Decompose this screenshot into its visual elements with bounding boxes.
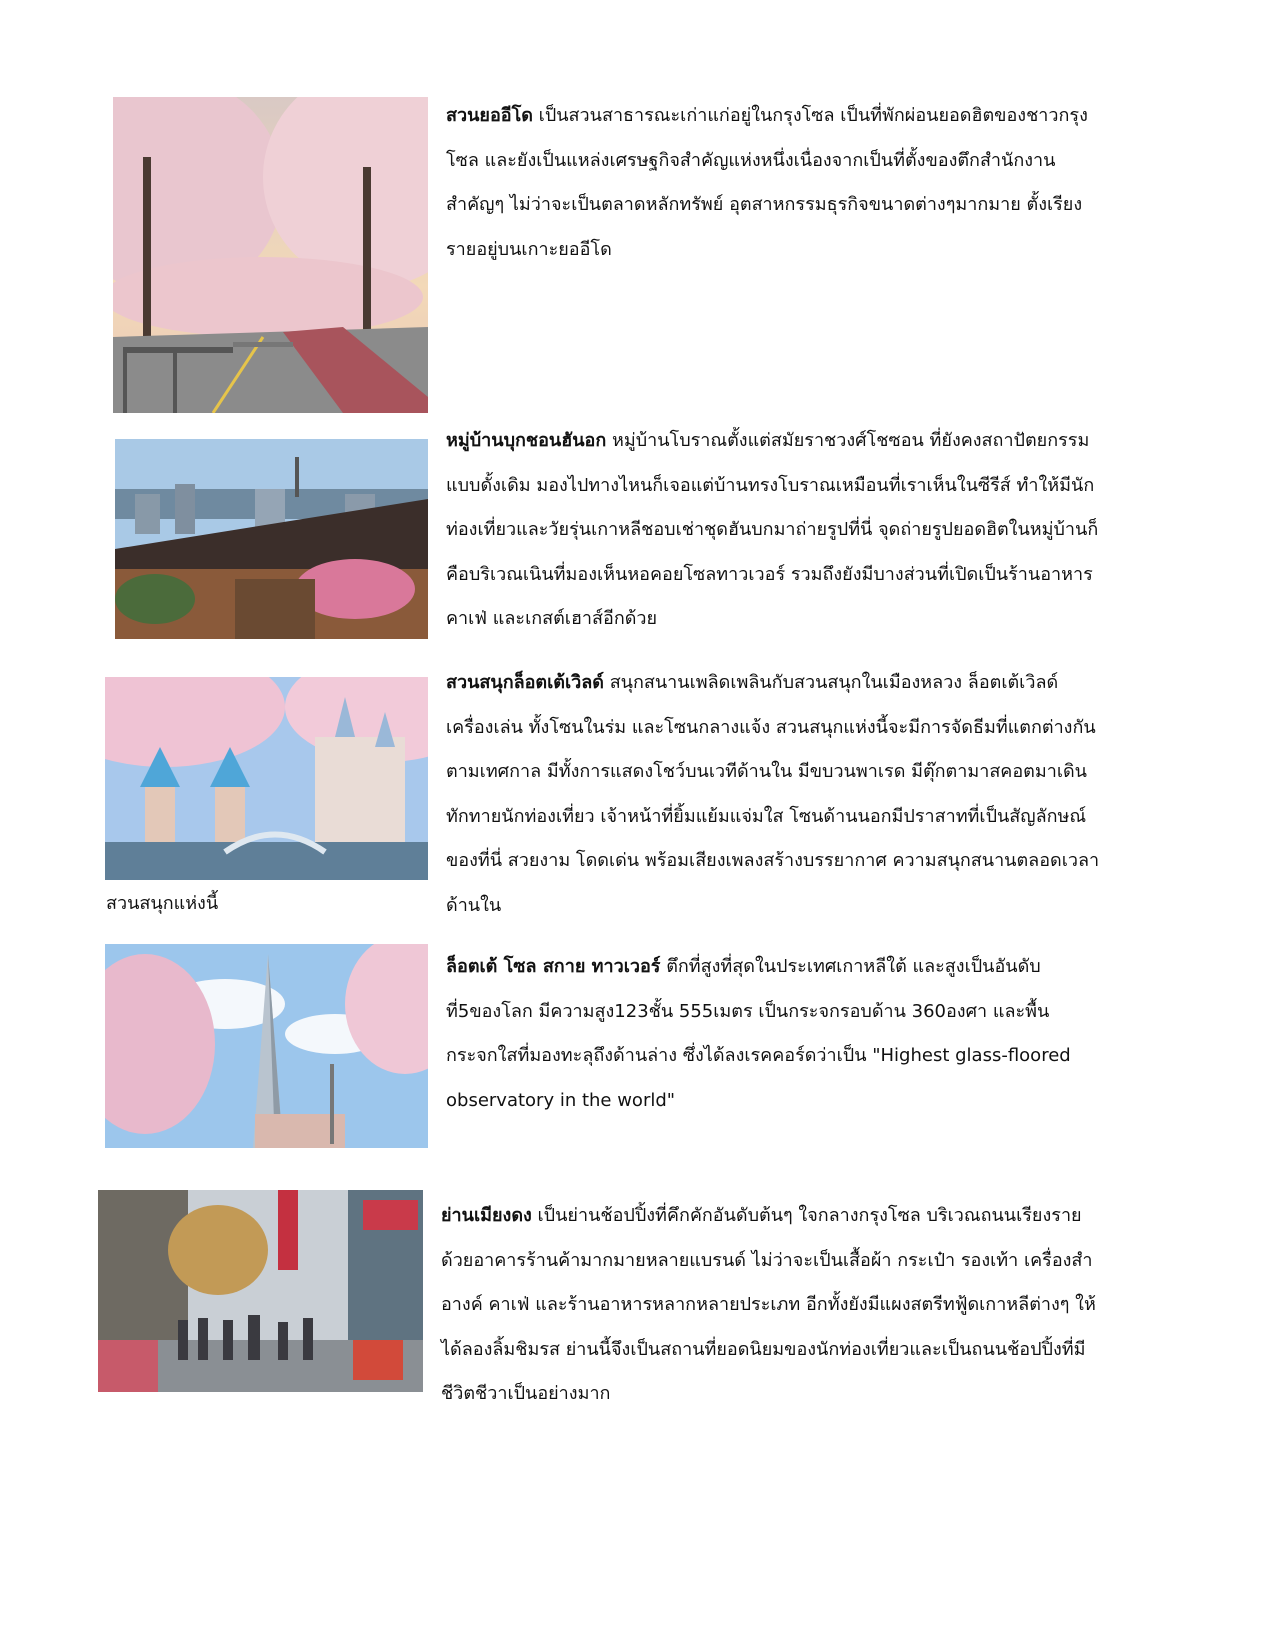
section-1-text: เป็นสวนสาธารณะเก่าแก่อยู่ในกรุงโซล เป็นที่พักผ่อนยอดฮิตของชาวกรุงโซล และยังเป็นแหล่งเศรษฐกิจสำคัญแห่งหนึ่งเนื่องจากเป็นที่ตั้งของตึกสำนักงานสำคัญๆ ไม่ว่าจะเป็นตลาดหลักทรัพย์ อุตสาหกรรมธุรกิจขนาดต่างๆมากมาย ตั้งเรียงรายอยู่บนเกาะยออีโด (446, 105, 1088, 260)
section-5-title: ย่านเมียงดง (441, 1205, 532, 1226)
section-4-paragraph (446, 945, 1086, 1123)
section-5-text: เป็นย่านช้อปปิ้งที่คึกคักอันดับต้นๆ ใจกลางกรุงโซล บริเวณถนนเรียงรายด้วยอาคารร้านค้ามากมายหลายแบรนด์ ไม่ว่าจะเป็นเสื้อผ้า กระเป๋า รองเท้า เครื่องสำอางค์ คาเฟ่ และร้านอาหารหลากหลายประเภท อีกทั้งยังมีแผงสตรีทฟู้ดเกาหลีต่างๆ ให้ได้ลองลิ้มชิมรส ย่านนี้จึงเป็นสถานที่ยอดนิยมของนักท่องเที่ยวและเป็นถนนช้อปปิ้งที่มีชีวิตชีวาเป็นอย่างมาก (441, 1205, 1096, 1404)
section-3-paragraph (446, 661, 1108, 928)
lotte-world-castle-photo (105, 677, 428, 880)
lotte-world-tower-photo (105, 944, 428, 1148)
section-4-title: ล็อตเต้ โซล สกาย ทาวเวอร์ (446, 956, 661, 977)
section-2-title: หมู่บ้านบุกชอนฮันอก (446, 430, 607, 451)
hanok-village-photo (115, 439, 428, 639)
section-1-paragraph (446, 94, 1108, 272)
section-4-text: ตึกที่สูงที่สุดในประเทศเกาหลีใต้ และสูงเป็นอันดับที่5ของโลก มีความสูง123ชั้น 555เมตร เป็นกระจกรอบด้าน 360องศา และพื้นกระจกใสที่มองทะลุถึงด้านล่าง ซึ่งได้ลงเรคคอร์ดว่าเป็น "Highest glass-floored observatory in the world" (446, 956, 1071, 1111)
cherry-blossom-park-road-photo (113, 97, 428, 413)
section-3-text: สนุกสนานเพลิดเพลินกับสวนสนุกในเมืองหลวง ล็อตเต้เวิลด์ เครื่องเล่น ทั้งโซนในร่ม และโซนกลางแจ้ง สวนสนุกแห่งนี้จะมีการจัดธีมที่แตกต่างกันตามเทศกาล มีทั้งการแสดงโชว์บนเวทีด้านใน มีขบวนพาเรด มีตุ๊กตามาสคอตมาเดินทักทายนักท่องเที่ยว เจ้าหน้าที่ยิ้มแย้มแจ่มใส โซนด้านนอกมีปราสาทที่เป็นสัญลักษณ์ของที่นี่ สวยงาม โดดเด่น พร้อมเสียงเพลงสร้างบรรยากาศ ความสนุกสนานตลอดเวลาด้านใน (446, 672, 1100, 916)
section-3-title: สวนสนุกล็อตเต้เวิลด์ (446, 672, 604, 693)
section-5-paragraph (441, 1194, 1108, 1417)
section-3-tail-text: สวนสนุกแห่งนี้ (106, 893, 219, 914)
section-2-paragraph (446, 419, 1108, 642)
section-1-title: สวนยออีโด (446, 105, 533, 126)
section-2-text: หมู่บ้านโบราณตั้งแต่สมัยราชวงศ์โชซอน ที่ยังคงสถาปัตยกรรมแบบดั้งเดิม มองไปทางไหนก็เจอแต่บ้านทรงโบราณเหมือนที่เราเห็นในซีรีส์ ทำให้มีนักท่องเที่ยวและวัยรุ่นเกาหลีชอบเช่าชุดฮันบกมาถ่ายรูปที่นี่ จุดถ่ายรูปยอดฮิตในหมู่บ้านก็คือบริเวณเนินที่มองเห็นหอคอยโซลทาวเวอร์ รวมถึงยังมีบางส่วนที่เปิดเป็นร้านอาหาร คาเฟ่ และเกสต์เฮาส์อีกด้วย (446, 430, 1099, 629)
myeongdong-street-photo (98, 1190, 423, 1392)
